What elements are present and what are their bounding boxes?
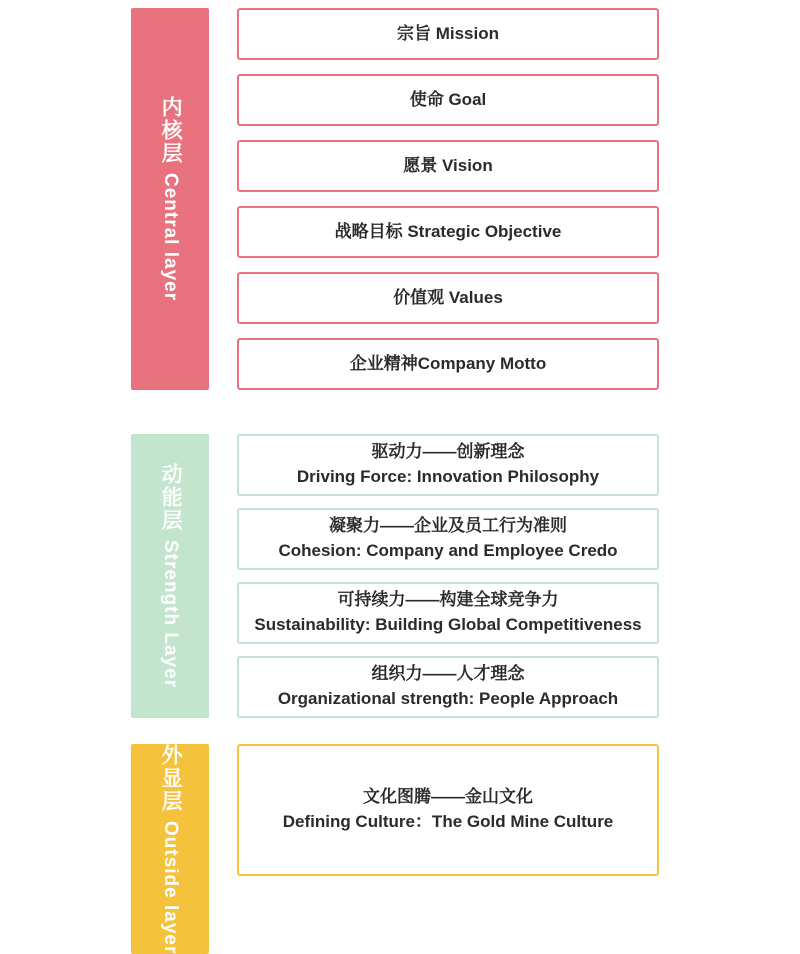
item-text-en: Organizational strength: People Approach bbox=[277, 689, 619, 708]
layer-label-outside-en: Outside layer bbox=[159, 821, 181, 954]
item-box bbox=[237, 338, 659, 390]
item-box bbox=[237, 140, 659, 192]
layer-band-outside bbox=[0, 744, 800, 954]
item-text-cn: 凝聚力——企业及员工行为准则 bbox=[329, 516, 567, 536]
item-text-cn: 文化图腾——金山文化 bbox=[363, 787, 533, 807]
item-box bbox=[237, 74, 659, 126]
item-text: 使命 Goal bbox=[409, 89, 487, 109]
item-box bbox=[237, 434, 659, 496]
layer-label-strength-cn: 动能层 bbox=[159, 463, 183, 533]
item-text-cn: 驱动力——创新理念 bbox=[371, 442, 525, 462]
item-text: 战略目标 Strategic Objective bbox=[334, 221, 562, 241]
item-text-en: Defining Culture：The Gold Mine Culture bbox=[282, 812, 614, 831]
band-gap bbox=[0, 718, 800, 744]
layer-label-central-en: Central layer bbox=[159, 173, 181, 302]
item-box bbox=[237, 582, 659, 644]
item-text: 愿景 Vision bbox=[403, 155, 493, 175]
layer-band-strength bbox=[0, 434, 800, 718]
layer-label-outside-cn: 外显层 bbox=[159, 744, 183, 813]
item-box bbox=[237, 744, 659, 876]
item-box bbox=[237, 656, 659, 718]
item-text-cn: 可持续力——构建全球竞争力 bbox=[337, 590, 559, 610]
band-gap bbox=[0, 390, 800, 434]
item-text-en: Driving Force: Innovation Philosophy bbox=[296, 467, 600, 486]
item-box bbox=[237, 272, 659, 324]
layer-label-central bbox=[131, 8, 209, 390]
item-text: 价值观 Values bbox=[393, 287, 503, 307]
layer-label-strength-en: Strength Layer bbox=[159, 540, 181, 689]
item-box bbox=[237, 206, 659, 258]
item-text-en: Sustainability: Building Global Competitiveness bbox=[254, 615, 642, 634]
item-text-en: Cohesion: Company and Employee Credo bbox=[278, 541, 618, 560]
item-text: 宗旨 Mission bbox=[396, 23, 499, 43]
item-text-cn: 组织力——人才理念 bbox=[371, 664, 525, 684]
layer-label-strength bbox=[131, 434, 209, 718]
item-box bbox=[237, 508, 659, 570]
layer-label-outside bbox=[131, 744, 209, 954]
layer-items-strength bbox=[237, 434, 659, 718]
layer-label-central-cn: 内核层 bbox=[159, 96, 183, 166]
layer-band-central bbox=[0, 8, 800, 390]
item-text: 企业精神Company Motto bbox=[349, 353, 547, 373]
layer-items-outside bbox=[237, 744, 659, 954]
item-box bbox=[237, 8, 659, 60]
layer-items-central bbox=[237, 8, 659, 390]
